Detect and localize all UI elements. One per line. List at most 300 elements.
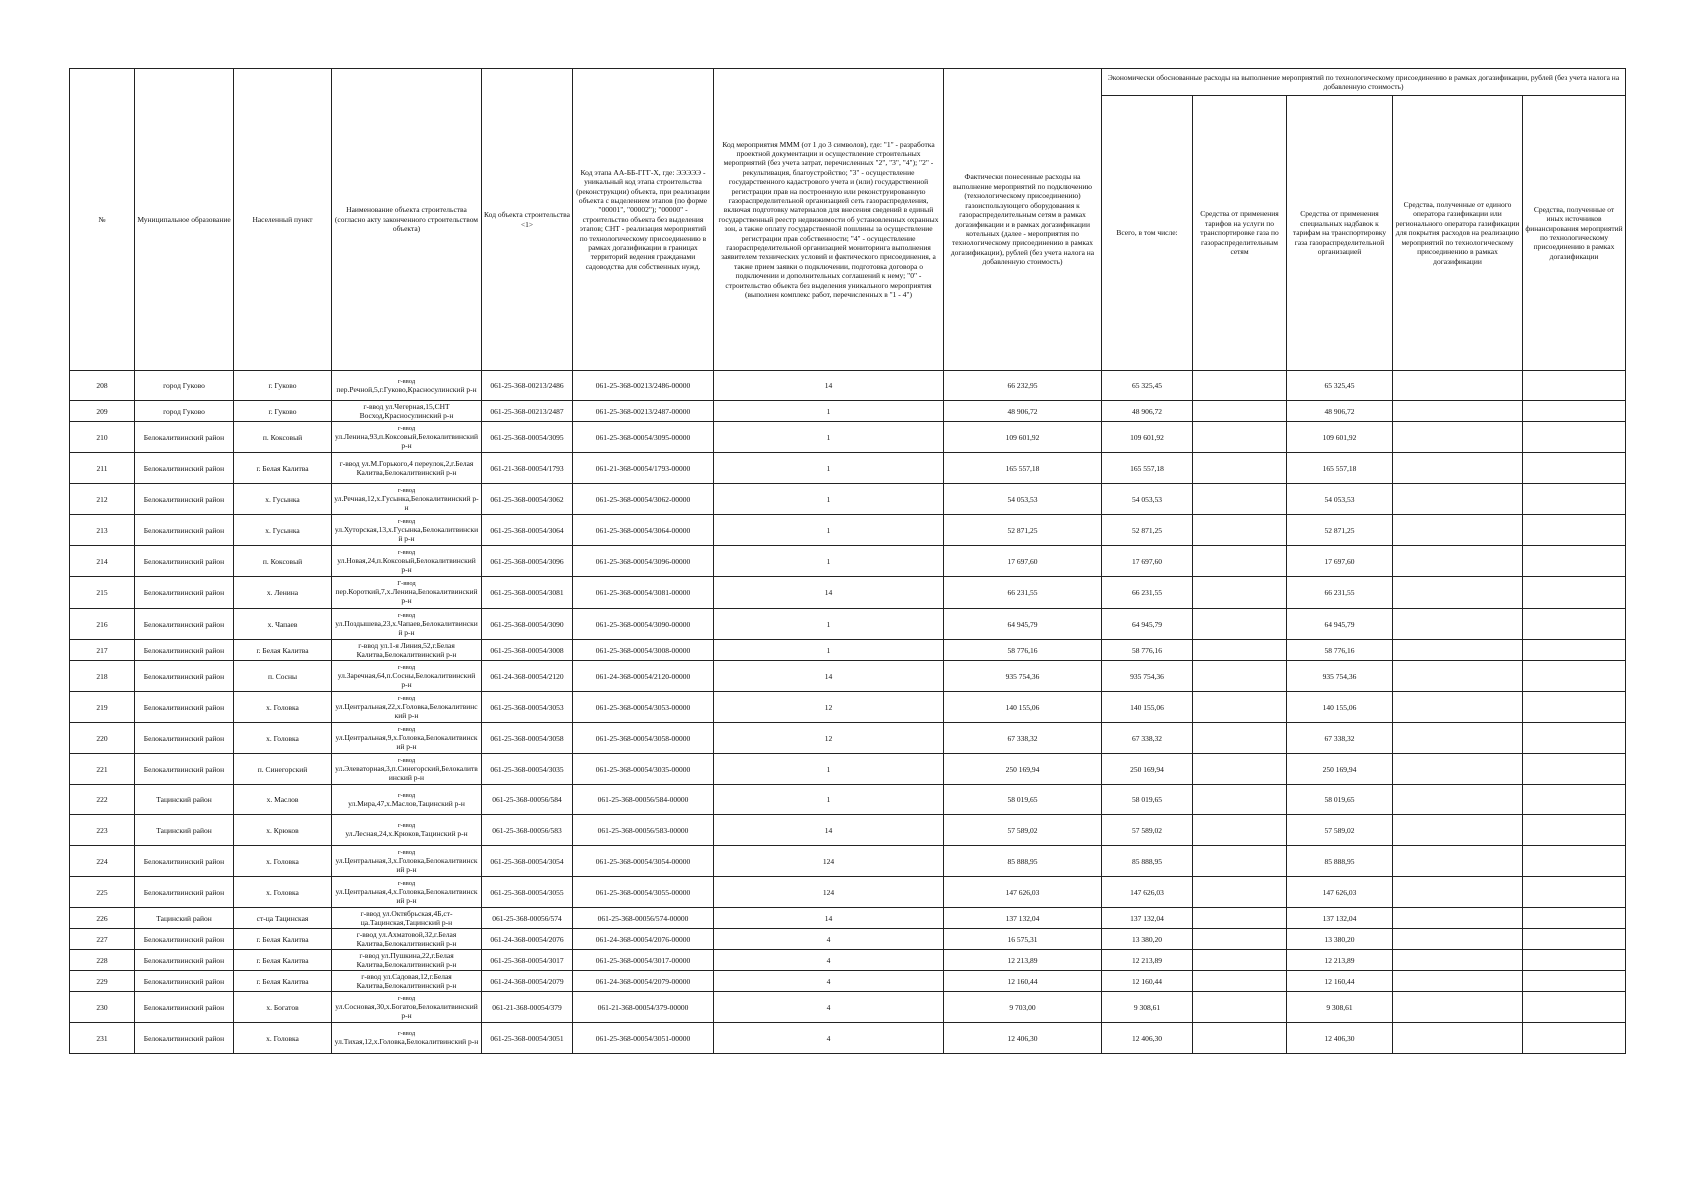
- table-body: [70, 371, 1626, 1054]
- row-measure-code: 1: [714, 515, 944, 546]
- row-municipality: Белокалитвинский район: [135, 515, 234, 546]
- row-measure-code: 124: [714, 846, 944, 877]
- table-row: [70, 723, 1626, 754]
- row-settlement: п. Синегорский: [234, 754, 332, 785]
- row-other-sources: [1523, 992, 1626, 1023]
- row-total: 12 160,44: [1102, 971, 1193, 992]
- row-actual-costs: 140 155,06: [944, 692, 1102, 723]
- row-other-sources: [1523, 661, 1626, 692]
- row-object-name: [332, 546, 482, 577]
- row-object-name: [332, 1023, 482, 1054]
- row-tariff-funds: [1193, 908, 1287, 929]
- row-operator-funds: [1393, 877, 1523, 908]
- row-special-surcharge: 935 754,36: [1287, 661, 1393, 692]
- row-actual-costs: 58 776,16: [944, 640, 1102, 661]
- row-measure-code: 1: [714, 609, 944, 640]
- row-special-surcharge: 137 132,04: [1287, 908, 1393, 929]
- row-operator-funds: [1393, 908, 1523, 929]
- row-object-address: г-ввод ул.Пушкина,22,г.Белая Калитва,Белокалитвинский р-н: [356, 951, 457, 969]
- row-object-code: 061-25-368-00213/2486: [482, 371, 573, 401]
- row-total: 67 338,32: [1102, 723, 1193, 754]
- row-tariff-funds: [1193, 950, 1287, 971]
- row-measure-code: 12: [714, 723, 944, 754]
- row-special-surcharge: 250 169,94: [1287, 754, 1393, 785]
- row-object-address: ул.Центральная,22,х.Головка,Белокалитвинский р-н: [335, 701, 478, 720]
- row-actual-costs: 935 754,36: [944, 661, 1102, 692]
- row-measure-code: 14: [714, 371, 944, 401]
- row-stage-code: 061-21-368-00054/1793-00000: [573, 453, 714, 484]
- row-operator-funds: [1393, 371, 1523, 401]
- row-municipality: Белокалитвинский район: [135, 929, 234, 950]
- row-stage-code: 061-25-368-00054/3058-00000: [573, 723, 714, 754]
- row-total: 935 754,36: [1102, 661, 1193, 692]
- row-object-address: г-ввод ул.1-я Линия,52,г.Белая Калитва,Белокалитвинский р-н: [356, 641, 457, 659]
- row-settlement: х. Головка: [234, 723, 332, 754]
- row-actual-costs: 12 160,44: [944, 971, 1102, 992]
- row-num: 213: [70, 515, 135, 546]
- row-tariff-funds: [1193, 422, 1287, 453]
- row-object-address: ул.Центральная,9,х.Головка,Белокалитвинский р-н: [335, 732, 478, 751]
- row-actual-costs: 52 871,25: [944, 515, 1102, 546]
- row-total: 54 053,53: [1102, 484, 1193, 515]
- row-special-surcharge: 54 053,53: [1287, 484, 1393, 515]
- row-settlement: г. Белая Калитва: [234, 929, 332, 950]
- row-object-prefix: г-ввод: [397, 663, 416, 671]
- row-stage-code: 061-25-368-00054/3062-00000: [573, 484, 714, 515]
- row-other-sources: [1523, 371, 1626, 401]
- row-total: 65 325,45: [1102, 371, 1193, 401]
- row-operator-funds: [1393, 754, 1523, 785]
- row-total: 9 308,61: [1102, 992, 1193, 1023]
- row-other-sources: [1523, 950, 1626, 971]
- row-num: 221: [70, 754, 135, 785]
- row-object-address: ул.Заречная,64,п.Сосны,Белокалитвинский р-н: [337, 670, 476, 689]
- row-object-name: [332, 692, 482, 723]
- row-measure-code: 14: [714, 661, 944, 692]
- row-municipality: Тацинский район: [135, 815, 234, 846]
- row-other-sources: [1523, 971, 1626, 992]
- row-municipality: Тацинский район: [135, 785, 234, 815]
- row-operator-funds: [1393, 453, 1523, 484]
- row-object-prefix: г-ввод: [397, 791, 416, 799]
- table-row: [70, 971, 1626, 992]
- row-num: 209: [70, 401, 135, 422]
- table-row: [70, 401, 1626, 422]
- row-object-prefix: г-ввод: [397, 377, 416, 385]
- row-tariff-funds: [1193, 453, 1287, 484]
- row-special-surcharge: 48 906,72: [1287, 401, 1393, 422]
- row-other-sources: [1523, 422, 1626, 453]
- row-stage-code: 061-24-368-00054/2079-00000: [573, 971, 714, 992]
- table-row: [70, 992, 1626, 1023]
- row-object-code: 061-25-368-00054/3064: [482, 515, 573, 546]
- row-measure-code: 14: [714, 577, 944, 609]
- row-settlement: х. Маслов: [234, 785, 332, 815]
- row-object-name: [332, 785, 482, 815]
- row-object-name: [332, 577, 482, 609]
- header-settlement: Населенный пункт: [234, 69, 332, 371]
- row-operator-funds: [1393, 723, 1523, 754]
- row-measure-code: 12: [714, 692, 944, 723]
- row-num: 210: [70, 422, 135, 453]
- row-measure-code: 1: [714, 453, 944, 484]
- row-object-name: [332, 846, 482, 877]
- row-settlement: г. Белая Калитва: [234, 971, 332, 992]
- table-row: [70, 692, 1626, 723]
- row-special-surcharge: 52 871,25: [1287, 515, 1393, 546]
- row-actual-costs: 54 053,53: [944, 484, 1102, 515]
- row-total: 137 132,04: [1102, 908, 1193, 929]
- row-other-sources: [1523, 577, 1626, 609]
- row-stage-code: 061-25-368-00054/3035-00000: [573, 754, 714, 785]
- row-operator-funds: [1393, 661, 1523, 692]
- header-operator-funds: Средства, полученные от единого оператора газификации или регионального оператора газификации для покрытия расходов на реализацию мероприятий по технологическому присоединению в рамках догазификации: [1393, 96, 1523, 371]
- row-object-code: 061-24-368-00054/2079: [482, 971, 573, 992]
- row-tariff-funds: [1193, 577, 1287, 609]
- row-operator-funds: [1393, 640, 1523, 661]
- row-total: 13 380,20: [1102, 929, 1193, 950]
- row-total: 64 945,79: [1102, 609, 1193, 640]
- row-total: 52 871,25: [1102, 515, 1193, 546]
- table-row: [70, 546, 1626, 577]
- row-tariff-funds: [1193, 515, 1287, 546]
- table-row: [70, 950, 1626, 971]
- row-num: 228: [70, 950, 135, 971]
- row-other-sources: [1523, 609, 1626, 640]
- row-municipality: Белокалитвинский район: [135, 422, 234, 453]
- row-other-sources: [1523, 723, 1626, 754]
- row-object-name: [332, 908, 482, 929]
- row-num: 231: [70, 1023, 135, 1054]
- row-object-code: 061-21-368-00054/379: [482, 992, 573, 1023]
- row-object-address: ул.Элеваторная,3,п.Синегорский,Белокалитвинский р-н: [335, 763, 478, 782]
- row-num: 223: [70, 815, 135, 846]
- row-settlement: х. Чапаев: [234, 609, 332, 640]
- row-tariff-funds: [1193, 929, 1287, 950]
- row-stage-code: 061-25-368-00054/3095-00000: [573, 422, 714, 453]
- row-object-code: 061-24-368-00054/2120: [482, 661, 573, 692]
- row-tariff-funds: [1193, 371, 1287, 401]
- row-total: 12 406,30: [1102, 1023, 1193, 1054]
- row-object-code: 061-25-368-00054/3054: [482, 846, 573, 877]
- row-other-sources: [1523, 754, 1626, 785]
- row-object-code: 061-25-368-00054/3008: [482, 640, 573, 661]
- row-object-address: ул.Новая,24,п.Коксовый,Белокалитвинский р-н: [337, 555, 476, 574]
- row-special-surcharge: 66 231,55: [1287, 577, 1393, 609]
- row-settlement: г. Белая Калитва: [234, 950, 332, 971]
- row-object-code: 061-25-368-00054/3053: [482, 692, 573, 723]
- row-tariff-funds: [1193, 401, 1287, 422]
- row-municipality: Тацинский район: [135, 908, 234, 929]
- row-total: 147 626,03: [1102, 877, 1193, 908]
- row-municipality: Белокалитвинский район: [135, 754, 234, 785]
- row-total: 85 888,95: [1102, 846, 1193, 877]
- row-other-sources: [1523, 692, 1626, 723]
- row-other-sources: [1523, 877, 1626, 908]
- row-object-prefix: г-ввод: [397, 879, 416, 887]
- row-num: 215: [70, 577, 135, 609]
- row-other-sources: [1523, 640, 1626, 661]
- row-measure-code: 1: [714, 785, 944, 815]
- row-actual-costs: 16 575,31: [944, 929, 1102, 950]
- row-object-name: [332, 515, 482, 546]
- row-measure-code: 1: [714, 640, 944, 661]
- row-settlement: х. Головка: [234, 846, 332, 877]
- row-measure-code: 1: [714, 546, 944, 577]
- row-object-address: ул.Мира,47,х.Маслов,Тацинский р-н: [348, 798, 465, 808]
- table-row: [70, 640, 1626, 661]
- row-tariff-funds: [1193, 723, 1287, 754]
- row-settlement: х. Богатов: [234, 992, 332, 1023]
- row-measure-code: 1: [714, 401, 944, 422]
- row-object-name: [332, 371, 482, 401]
- row-total: 140 155,06: [1102, 692, 1193, 723]
- row-actual-costs: 17 697,60: [944, 546, 1102, 577]
- table-row: [70, 929, 1626, 950]
- row-municipality: Белокалитвинский район: [135, 846, 234, 877]
- row-other-sources: [1523, 546, 1626, 577]
- row-object-code: 061-25-368-00054/3017: [482, 950, 573, 971]
- table-row: [70, 908, 1626, 929]
- row-actual-costs: 58 019,65: [944, 785, 1102, 815]
- row-municipality: Белокалитвинский район: [135, 640, 234, 661]
- row-actual-costs: 250 169,94: [944, 754, 1102, 785]
- row-object-address: пер.Короткий,7,х.Ленина,Белокалитвинский р-н: [335, 587, 478, 605]
- row-object-name: [332, 815, 482, 846]
- row-num: 212: [70, 484, 135, 515]
- table-row: [70, 877, 1626, 908]
- table-row: [70, 422, 1626, 453]
- row-measure-code: 14: [714, 908, 944, 929]
- row-actual-costs: 67 338,32: [944, 723, 1102, 754]
- row-special-surcharge: 65 325,45: [1287, 371, 1393, 401]
- row-object-address: г-ввод ул.Чегерная,15,СНТ Восход,Красносулинский р-н: [359, 402, 454, 420]
- row-object-prefix: г-ввод: [397, 1030, 416, 1037]
- row-measure-code: 4: [714, 971, 944, 992]
- row-total: 58 019,65: [1102, 785, 1193, 815]
- row-special-surcharge: 17 697,60: [1287, 546, 1393, 577]
- row-object-code: 061-25-368-00054/3062: [482, 484, 573, 515]
- row-num: 230: [70, 992, 135, 1023]
- row-stage-code: 061-25-368-00054/3081-00000: [573, 577, 714, 609]
- row-actual-costs: 85 888,95: [944, 846, 1102, 877]
- row-object-prefix: г-ввод: [397, 486, 416, 494]
- row-actual-costs: 66 231,55: [944, 577, 1102, 609]
- header-object-code: Код объекта строительства <1>: [482, 69, 573, 371]
- row-settlement: х. Гусынка: [234, 484, 332, 515]
- row-num: 220: [70, 723, 135, 754]
- row-tariff-funds: [1193, 877, 1287, 908]
- row-stage-code: 061-25-368-00054/3017-00000: [573, 950, 714, 971]
- row-stage-code: 061-25-368-00054/3096-00000: [573, 546, 714, 577]
- row-num: 214: [70, 546, 135, 577]
- cost-table: [69, 68, 1626, 1054]
- row-num: 229: [70, 971, 135, 992]
- row-object-code: 061-25-368-00054/3058: [482, 723, 573, 754]
- row-other-sources: [1523, 401, 1626, 422]
- row-special-surcharge: 140 155,06: [1287, 692, 1393, 723]
- row-municipality: Белокалитвинский район: [135, 877, 234, 908]
- row-object-name: [332, 992, 482, 1023]
- row-object-address: ул.Речная,12,х.Гусынка,Белокалитвинский р-н: [334, 493, 479, 512]
- row-measure-code: 1: [714, 422, 944, 453]
- row-operator-funds: [1393, 484, 1523, 515]
- row-other-sources: [1523, 484, 1626, 515]
- row-stage-code: 061-21-368-00054/379-00000: [573, 992, 714, 1023]
- header-measure-code: Код мероприятия МММ (от 1 до 3 символов), где: "1" - разработка проектной документации и осуществление строительных мероприятий (без учета затрат, перечисленных "2", "3", "4"); "2" - рекультивация, благоустройство; "3" - осуществление государственного кадастрового учета и (или) государственной регистрации прав на построенную или реконструированную газораспределительной организацией сеть газораспределения, включая подготовку материалов для внесения сведений в единый государственный реестр недвижимости об установленных охранных зон, а также оплату государственной пошлины за осуществление регистрации прав собственности; "4" - осуществление газораспределительной организацией мониторинга выполнения заявителем технических условий и фактического присоединения, а также прием заявки о подключении, подготовка договора о подключении и дополнительных соглашений к нему; "0" - строительство объекта без выделения уникального мероприятия (выполнен комплекс работ, перечисленных в "1 - 4"): [714, 69, 944, 371]
- header-group-title: Экономически обоснованные расходы на выполнение мероприятий по технологическому присоединению в рамках догазификации, рублей (без учета налога на добавленную стоимость): [1102, 69, 1626, 96]
- row-total: 58 776,16: [1102, 640, 1193, 661]
- row-measure-code: 4: [714, 992, 944, 1023]
- row-actual-costs: 48 906,72: [944, 401, 1102, 422]
- table-row: [70, 453, 1626, 484]
- row-settlement: х. Гусынка: [234, 515, 332, 546]
- row-settlement: ст-ца Тацинская: [234, 908, 332, 929]
- row-object-code: 061-25-368-00054/3096: [482, 546, 573, 577]
- row-object-address: пер.Речной,5,г.Гуково,Красносулинский р-н: [336, 384, 477, 394]
- row-other-sources: [1523, 815, 1626, 846]
- table-row: [70, 1023, 1626, 1054]
- row-stage-code: 061-25-368-00056/574-00000: [573, 908, 714, 929]
- row-object-name: [332, 453, 482, 484]
- table-row: [70, 577, 1626, 609]
- row-tariff-funds: [1193, 754, 1287, 785]
- row-municipality: Белокалитвинский район: [135, 577, 234, 609]
- row-measure-code: 4: [714, 950, 944, 971]
- row-actual-costs: 64 945,79: [944, 609, 1102, 640]
- row-object-code: 061-25-368-00054/3090: [482, 609, 573, 640]
- row-stage-code: 061-24-368-00054/2120-00000: [573, 661, 714, 692]
- row-special-surcharge: 9 308,61: [1287, 992, 1393, 1023]
- row-tariff-funds: [1193, 815, 1287, 846]
- header-actual-costs: Фактически понесенные расходы на выполнение мероприятий по подключению (технологическому присоединению) газоиспользующего оборудования к газораспределительным сетям в рамках догазификации и в рамках догазификации котельных (далее - мероприятия по технологическому присоединению в рамках догазификации), рублей (без учета налога на добавленную стоимость): [944, 69, 1102, 371]
- row-operator-funds: [1393, 1023, 1523, 1054]
- row-settlement: г. Гуково: [234, 401, 332, 422]
- row-settlement: х. Головка: [234, 877, 332, 908]
- row-municipality: Белокалитвинский район: [135, 484, 234, 515]
- row-object-name: [332, 484, 482, 515]
- row-object-code: 061-24-368-00054/2076: [482, 929, 573, 950]
- row-actual-costs: 109 601,92: [944, 422, 1102, 453]
- row-special-surcharge: 12 406,30: [1287, 1023, 1393, 1054]
- row-measure-code: 14: [714, 815, 944, 846]
- row-total: 250 169,94: [1102, 754, 1193, 785]
- row-total: 165 557,18: [1102, 453, 1193, 484]
- row-settlement: г. Белая Калитва: [234, 640, 332, 661]
- row-object-address: ул.Центральная,4,х.Головка,Белокалитвинский р-н: [335, 886, 478, 905]
- row-object-name: [332, 401, 482, 422]
- row-total: 66 231,55: [1102, 577, 1193, 609]
- row-num: 222: [70, 785, 135, 815]
- header-special-surcharge: Средства от применения специальных надбавок к тарифам на транспортировку газа газораспределительной организацией: [1287, 96, 1393, 371]
- row-operator-funds: [1393, 846, 1523, 877]
- row-stage-code: 061-25-368-00054/3008-00000: [573, 640, 714, 661]
- row-tariff-funds: [1193, 546, 1287, 577]
- row-tariff-funds: [1193, 1023, 1287, 1054]
- row-operator-funds: [1393, 577, 1523, 609]
- row-object-address: ул.Лесная,24,х.Крюков,Тацинский р-н: [345, 829, 468, 838]
- row-operator-funds: [1393, 815, 1523, 846]
- row-settlement: х. Ленина: [234, 577, 332, 609]
- row-total: 48 906,72: [1102, 401, 1193, 422]
- table-row: [70, 846, 1626, 877]
- row-object-name: [332, 422, 482, 453]
- row-settlement: г. Белая Калитва: [234, 453, 332, 484]
- row-settlement: х. Головка: [234, 692, 332, 723]
- row-operator-funds: [1393, 785, 1523, 815]
- row-object-prefix: г-ввод: [397, 725, 416, 733]
- row-object-prefix: г-ввод: [397, 756, 416, 764]
- row-stage-code: 061-25-368-00213/2486-00000: [573, 371, 714, 401]
- row-object-prefix: г-ввод: [397, 548, 416, 556]
- row-object-address: г-ввод ул.Садовая,12,г.Белая Калитва,Белокалитвинский р-н: [356, 972, 457, 990]
- row-object-address: ул.Центральная,3,х.Головка,Белокалитвинский р-н: [335, 855, 478, 874]
- row-stage-code: 061-25-368-00054/3053-00000: [573, 692, 714, 723]
- row-object-prefix: г-ввод: [397, 424, 416, 432]
- row-operator-funds: [1393, 992, 1523, 1023]
- row-other-sources: [1523, 785, 1626, 815]
- row-num: 225: [70, 877, 135, 908]
- row-object-address: г-ввод ул.Ахматовой,32,г.Белая Калитва,Белокалитвинский р-н: [356, 930, 457, 948]
- header-stage-code: Код этапа АА-ББ-ГГГ-Х, где: ЭЭЭЭЭ - уникальный код этапа строительства (реконструкции) объекта, при реализации объекта с выделением этапов (по форме "00001", "00002"); "00000" - строительство объекта без выделения этапов; СНТ - реализация мероприятий по технологическому присоединению в рамках догазификации в границах территорий ведения гражданами садоводства для собственных нужд.: [573, 69, 714, 371]
- table-row: [70, 484, 1626, 515]
- header-total: Всего, в том числе:: [1102, 96, 1193, 371]
- row-measure-code: 4: [714, 1023, 944, 1054]
- row-municipality: Белокалитвинский район: [135, 609, 234, 640]
- row-object-address: ул.Поздышева,23,х.Чапаев,Белокалитвинский р-н: [335, 618, 478, 637]
- row-object-prefix: г-ввод: [397, 848, 416, 856]
- row-special-surcharge: 58 776,16: [1287, 640, 1393, 661]
- table-row: [70, 515, 1626, 546]
- row-actual-costs: 57 589,02: [944, 815, 1102, 846]
- row-object-address: г-ввод ул.Октябрьская,4Б,ст-ца.Тацинская,Тацинский р-н: [360, 909, 453, 927]
- row-object-code: 061-25-368-00056/584: [482, 785, 573, 815]
- row-settlement: х. Крюков: [234, 815, 332, 846]
- row-tariff-funds: [1193, 992, 1287, 1023]
- header-municipality: Муниципальное образование: [135, 69, 234, 371]
- row-object-name: [332, 877, 482, 908]
- row-num: 219: [70, 692, 135, 723]
- row-actual-costs: 165 557,18: [944, 453, 1102, 484]
- row-object-code: 061-25-368-00056/583: [482, 815, 573, 846]
- table-row: [70, 371, 1626, 401]
- header-tariff-funds: Средства от применения тарифов на услуги по транспортировке газа по газораспределительным сетям: [1193, 96, 1287, 371]
- row-object-code: 061-25-368-00054/3035: [482, 754, 573, 785]
- row-object-name: [332, 950, 482, 971]
- table-row: [70, 609, 1626, 640]
- row-stage-code: 061-25-368-00054/3054-00000: [573, 846, 714, 877]
- row-num: 227: [70, 929, 135, 950]
- row-tariff-funds: [1193, 692, 1287, 723]
- row-object-prefix: г-ввод: [397, 822, 416, 829]
- row-municipality: Белокалитвинский район: [135, 1023, 234, 1054]
- row-num: 217: [70, 640, 135, 661]
- row-actual-costs: 147 626,03: [944, 877, 1102, 908]
- row-special-surcharge: 57 589,02: [1287, 815, 1393, 846]
- row-object-address: ул.Хуторская,13,х.Гусынка,Белокалитвинский р-н: [334, 524, 479, 543]
- row-total: 12 213,89: [1102, 950, 1193, 971]
- row-special-surcharge: 12 160,44: [1287, 971, 1393, 992]
- row-actual-costs: 12 213,89: [944, 950, 1102, 971]
- table-row: [70, 754, 1626, 785]
- row-object-name: [332, 754, 482, 785]
- row-tariff-funds: [1193, 609, 1287, 640]
- row-object-name: [332, 971, 482, 992]
- table-row: [70, 815, 1626, 846]
- row-measure-code: 4: [714, 929, 944, 950]
- row-municipality: Белокалитвинский район: [135, 546, 234, 577]
- row-stage-code: 061-25-368-00213/2487-00000: [573, 401, 714, 422]
